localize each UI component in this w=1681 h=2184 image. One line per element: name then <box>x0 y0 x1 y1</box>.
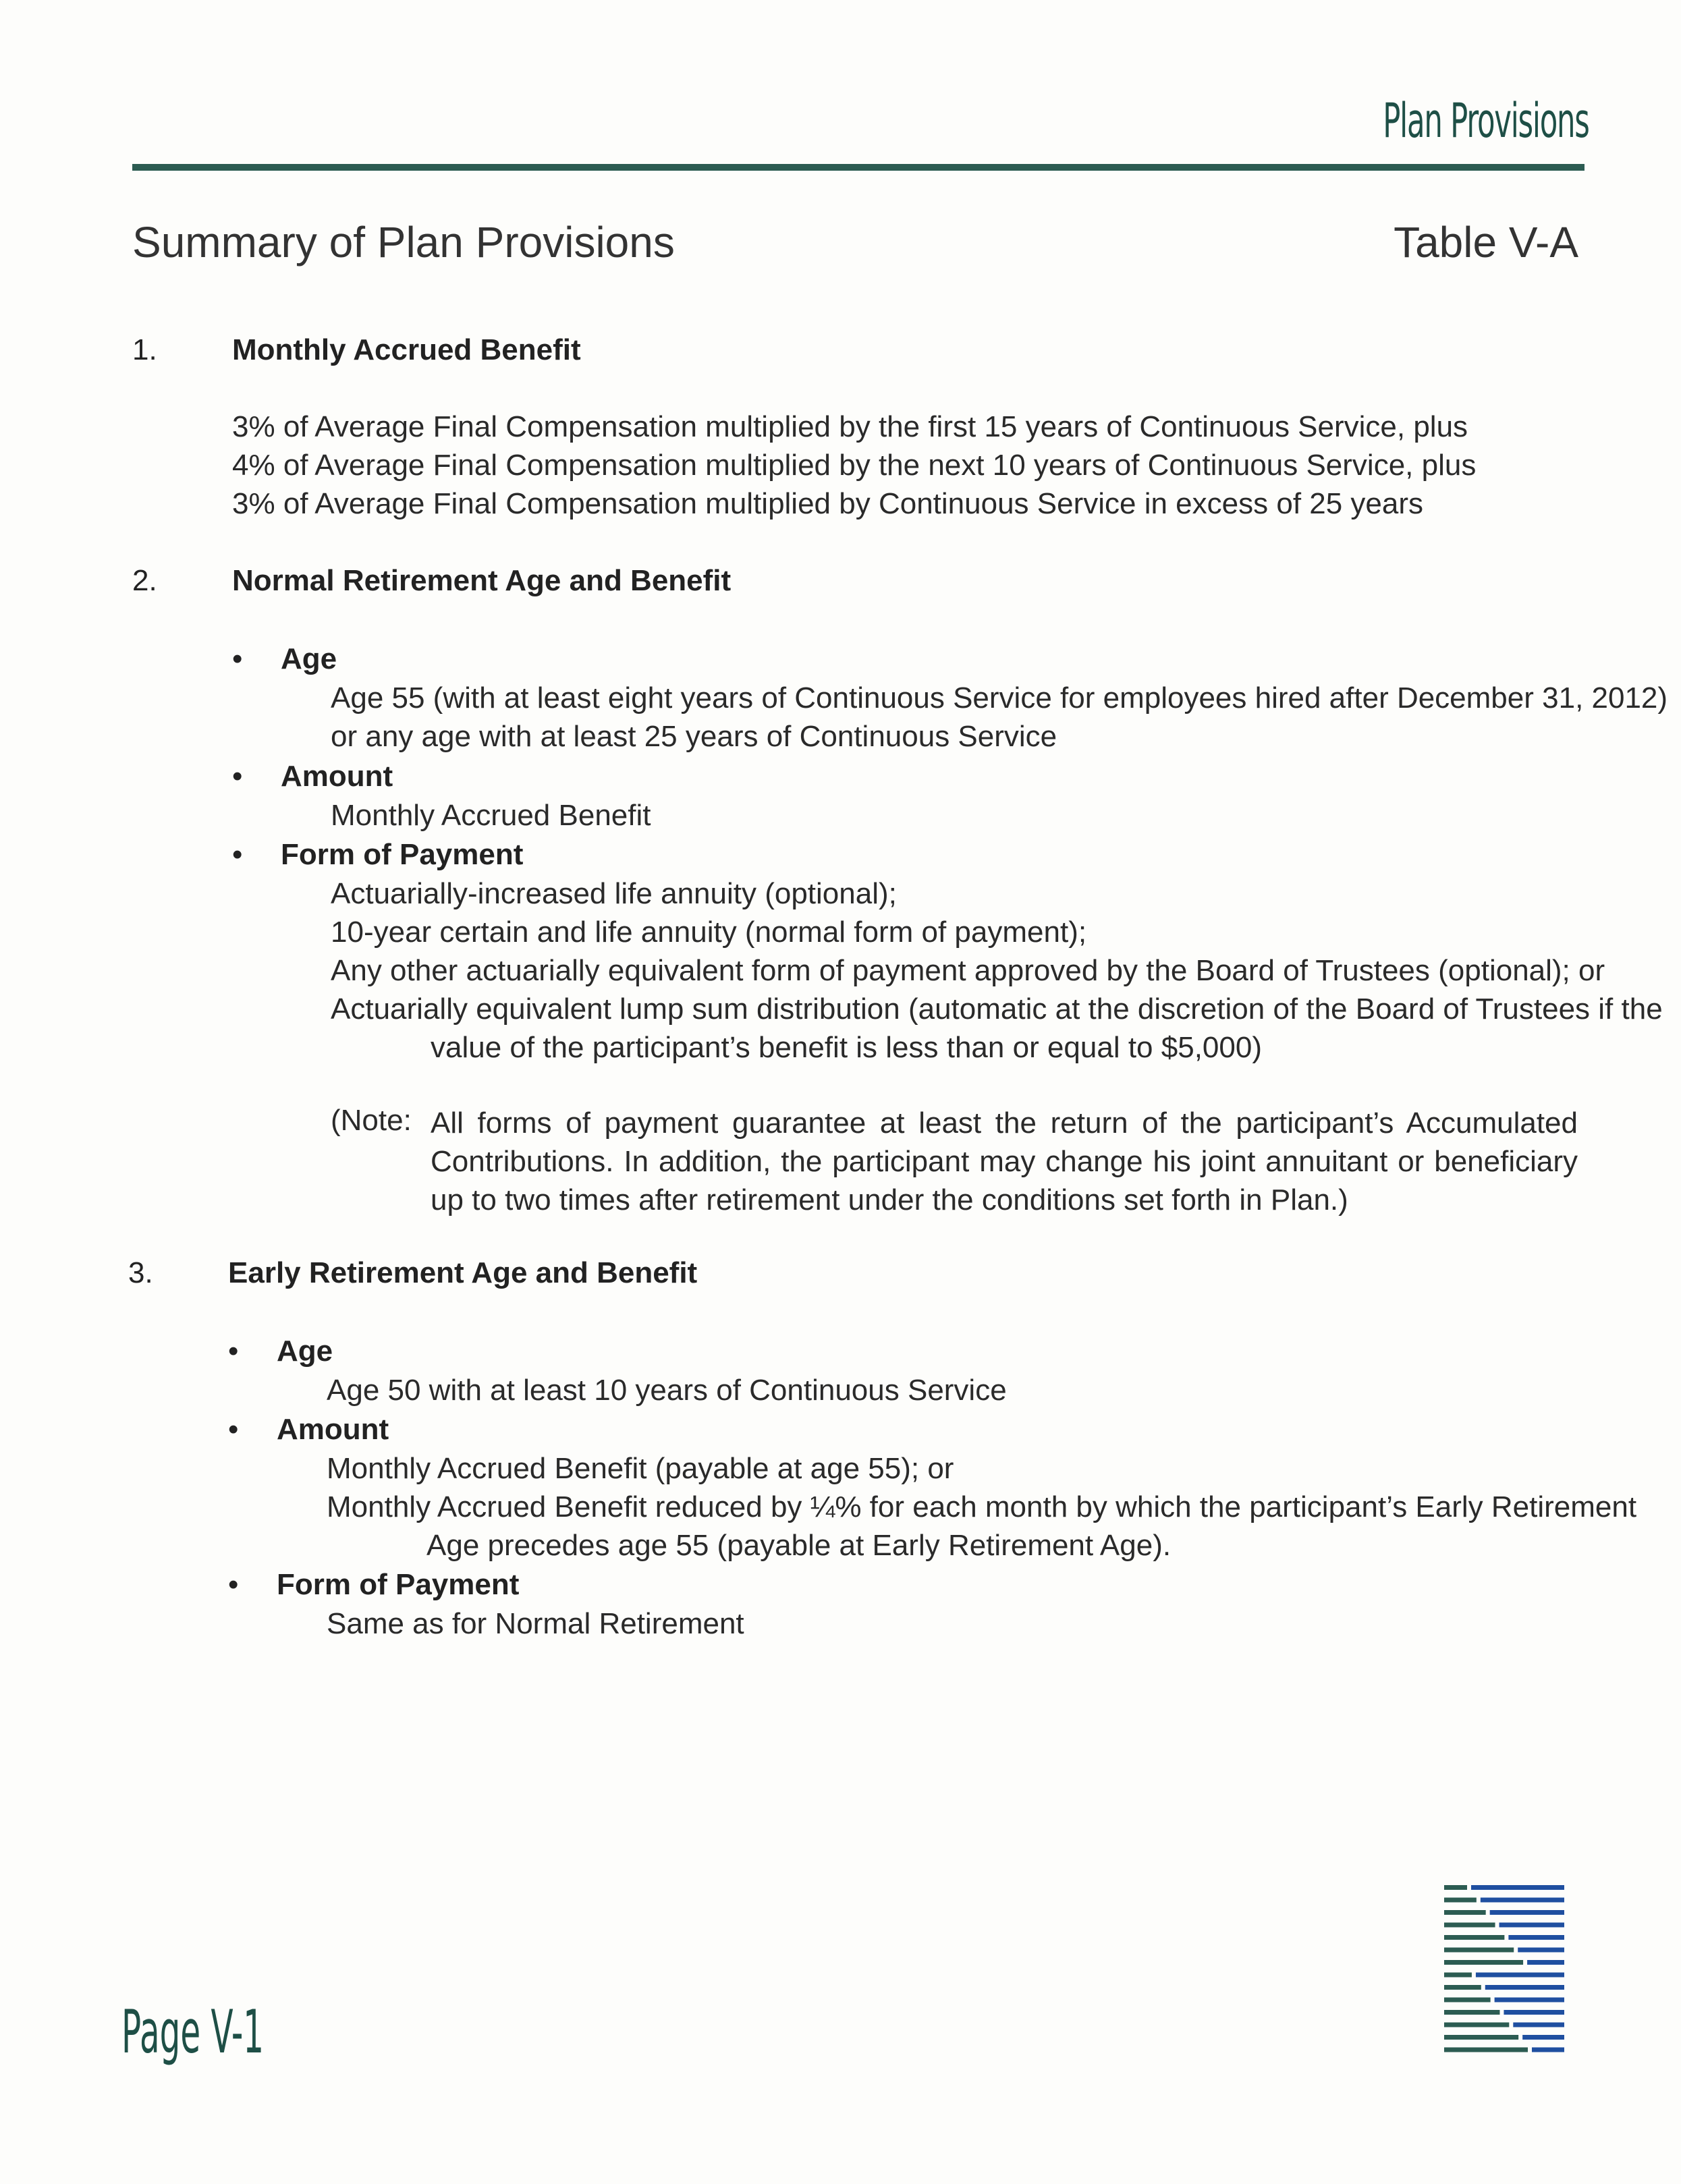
logo-stripe-right <box>1499 1923 1564 1928</box>
text-line: or any age with at least 25 years of Continuous Service <box>331 720 1057 753</box>
logo-stripe-left <box>1444 2023 1509 2027</box>
bullet-glyph: • <box>232 838 243 871</box>
bullet-glyph: • <box>228 1335 239 1368</box>
section-number: 3. <box>128 1256 153 1289</box>
note-label: (Note: <box>331 1104 412 1137</box>
logo-stripe-left <box>1444 1910 1486 1915</box>
table-label: Table V-A <box>1394 218 1578 267</box>
bullet-label: Amount <box>281 760 393 793</box>
bullet-glyph: • <box>232 760 243 793</box>
text-line: Age 50 with at least 10 years of Continuous Service <box>327 1374 1007 1407</box>
text-line: Age precedes age 55 (payable at Early Retirement Age). <box>426 1529 1172 1562</box>
text-line: Monthly Accrued Benefit <box>331 799 651 832</box>
text-line: Actuarially-increased life annuity (optional); <box>331 877 897 910</box>
text-line: 3% of Average Final Compensation multiplied by the first 15 years of Continuous Service, plus <box>232 410 1468 443</box>
logo-stripe-right <box>1504 2010 1564 2015</box>
header-section-title: Plan Provisions <box>1383 93 1589 148</box>
page-number: Page V-1 <box>121 1997 265 2067</box>
section-title: Normal Retirement Age and Benefit <box>232 564 732 597</box>
text-line: 3% of Average Final Compensation multiplied by Continuous Service in excess of 25 years <box>232 487 1424 520</box>
text-line: Actuarially equivalent lump sum distribution (automatic at the discretion of the Board of Trustees if the <box>331 992 1663 1026</box>
logo-stripe-left <box>1444 1935 1504 1940</box>
section-number: 2. <box>132 564 157 597</box>
logo-stripe-right <box>1522 2035 1564 2040</box>
section-title: Monthly Accrued Benefit <box>232 333 581 366</box>
bullet-label: Age <box>281 642 337 675</box>
page-title: Summary of Plan Provisions <box>132 218 675 267</box>
logo-stripe-left <box>1444 2048 1528 2052</box>
bullet-glyph: • <box>228 1413 239 1446</box>
bullet-label: Form of Payment <box>281 838 524 871</box>
logo-stripe-left <box>1444 1960 1523 1965</box>
section-number: 1. <box>132 333 157 366</box>
bullet-label: Amount <box>277 1413 389 1446</box>
logo-stripe-left <box>1444 1998 1491 2003</box>
text-line: Age 55 (with at least eight years of Continuous Service for employees hired after December 31, 2012) <box>331 681 1668 715</box>
logo-stripe-right <box>1471 1885 1564 1890</box>
text-line: 10-year certain and life annuity (normal form of payment); <box>331 916 1087 949</box>
logo-stripe-right <box>1532 2048 1564 2052</box>
header-rule <box>132 164 1584 171</box>
logo-stripe-right <box>1495 1998 1564 2003</box>
bullet-glyph: • <box>228 1568 239 1601</box>
logo-stripe-left <box>1444 2010 1499 2015</box>
bullet-label: Age <box>277 1335 333 1368</box>
logo-stripe-right <box>1527 1960 1564 1965</box>
text-line: Same as for Normal Retirement <box>327 1607 744 1640</box>
note-text: All forms of payment guarantee at least the return of the participant’s Accumulated Contributions. In addition, the participant may change his joint annuitant or beneficiary up to two times after retirement under the conditions set forth in Plan.) <box>431 1107 1578 1216</box>
text-line: Monthly Accrued Benefit (payable at age 55); or <box>327 1452 954 1485</box>
section-title: Early Retirement Age and Benefit <box>228 1256 698 1289</box>
logo-stripe-left <box>1444 1973 1472 1978</box>
logo-stripe-right <box>1513 2023 1564 2027</box>
logo-stripe-right <box>1518 1948 1564 1953</box>
logo-stripe-right <box>1481 1898 1564 1903</box>
logo-stripe-left <box>1444 1923 1495 1928</box>
logo-stripe-left <box>1444 2035 1518 2040</box>
text-line: 4% of Average Final Compensation multiplied by the next 10 years of Continuous Service, plus <box>232 449 1477 482</box>
logo-stripe-right <box>1485 1985 1564 1990</box>
logo-stripe-left <box>1444 1948 1514 1953</box>
logo-stripe-left <box>1444 1885 1467 1890</box>
logo-stripe-left <box>1444 1985 1481 1990</box>
logo-stripe-right <box>1508 1935 1564 1940</box>
bullet-label: Form of Payment <box>277 1568 520 1601</box>
bullet-glyph: • <box>232 642 243 675</box>
logo-stripe-right <box>1490 1910 1564 1915</box>
text-line: Monthly Accrued Benefit reduced by ¼% for each month by which the participant’s Early Retirement <box>327 1490 1637 1523</box>
company-logo-icon <box>1444 1882 1566 2058</box>
logo-stripe-left <box>1444 1898 1477 1903</box>
logo-stripes <box>1444 1885 1564 2052</box>
text-line: value of the participant’s benefit is less than or equal to $5,000) <box>431 1031 1262 1064</box>
text-line: Any other actuarially equivalent form of payment approved by the Board of Trustees (optional); or <box>331 954 1605 987</box>
logo-stripe-right <box>1476 1973 1564 1978</box>
